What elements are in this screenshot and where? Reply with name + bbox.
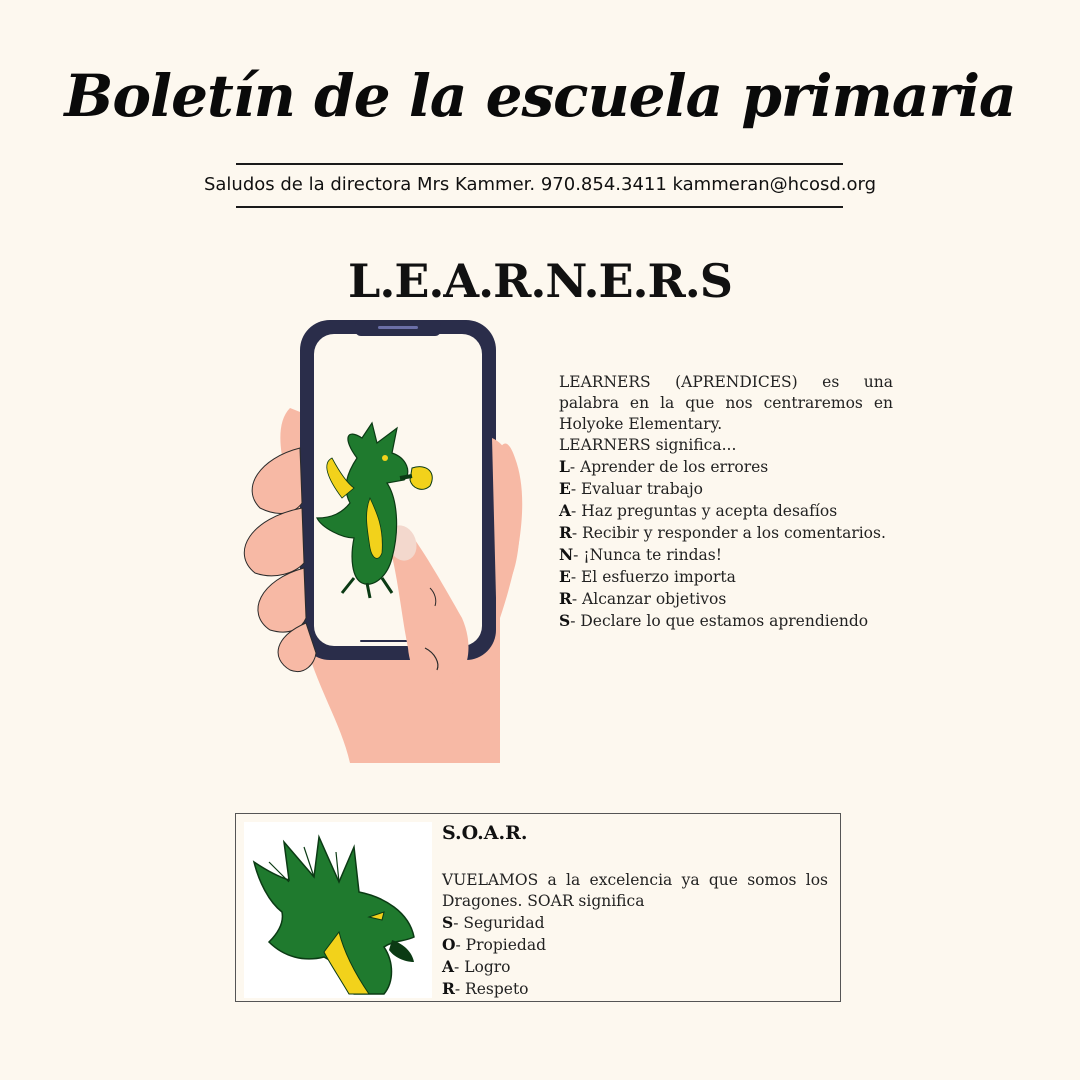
learners-meaning: LEARNERS significa...: [559, 436, 737, 454]
newsletter-title: Boletín de la escuela primaria: [64, 62, 1016, 130]
learners-intro: LEARNERS (APRENDICES) es una palabra en la que nos centraremos en Holyoke Elementary.: [559, 373, 893, 433]
list-item: E- Evaluar trabajo: [559, 479, 704, 498]
list-item: A- Haz preguntas y acepta desafíos: [559, 501, 838, 520]
list-item: O- Propiedad: [442, 935, 546, 954]
dragon-head-icon: [244, 822, 432, 998]
principal-greeting: Saludos de la directora Mrs Kammer. 970.854.3411 kammeran@hcosd.org: [203, 174, 877, 195]
list-item: S- Declare lo que estamos aprendiendo: [559, 611, 869, 630]
soar-intro: VUELAMOS a la excelencia ya que somos los Dragones. SOAR significa: [442, 871, 828, 910]
list-item: R- Recibir y responder a los comentarios.: [559, 523, 886, 542]
soar-panel: [235, 813, 841, 1002]
learners-description: [559, 372, 893, 632]
header-divider-bottom: [236, 206, 843, 208]
list-item: L- Aprender de los errores: [559, 457, 769, 476]
list-item: E- El esfuerzo importa: [559, 567, 736, 586]
header-divider-top: [236, 163, 843, 165]
list-item: S- Seguridad: [442, 913, 545, 932]
list-item: R- Alcanzar objetivos: [559, 589, 727, 608]
soar-description: [442, 870, 828, 1000]
list-item: N- ¡Nunca te rindas!: [559, 545, 722, 564]
phone-in-hand-icon: [230, 318, 530, 763]
learners-heading: L.E.A.R.N.E.R.S: [347, 254, 733, 308]
list-item: R- Respeto: [442, 979, 529, 998]
soar-heading: S.O.A.R.: [442, 822, 528, 844]
list-item: A- Logro: [442, 957, 511, 976]
